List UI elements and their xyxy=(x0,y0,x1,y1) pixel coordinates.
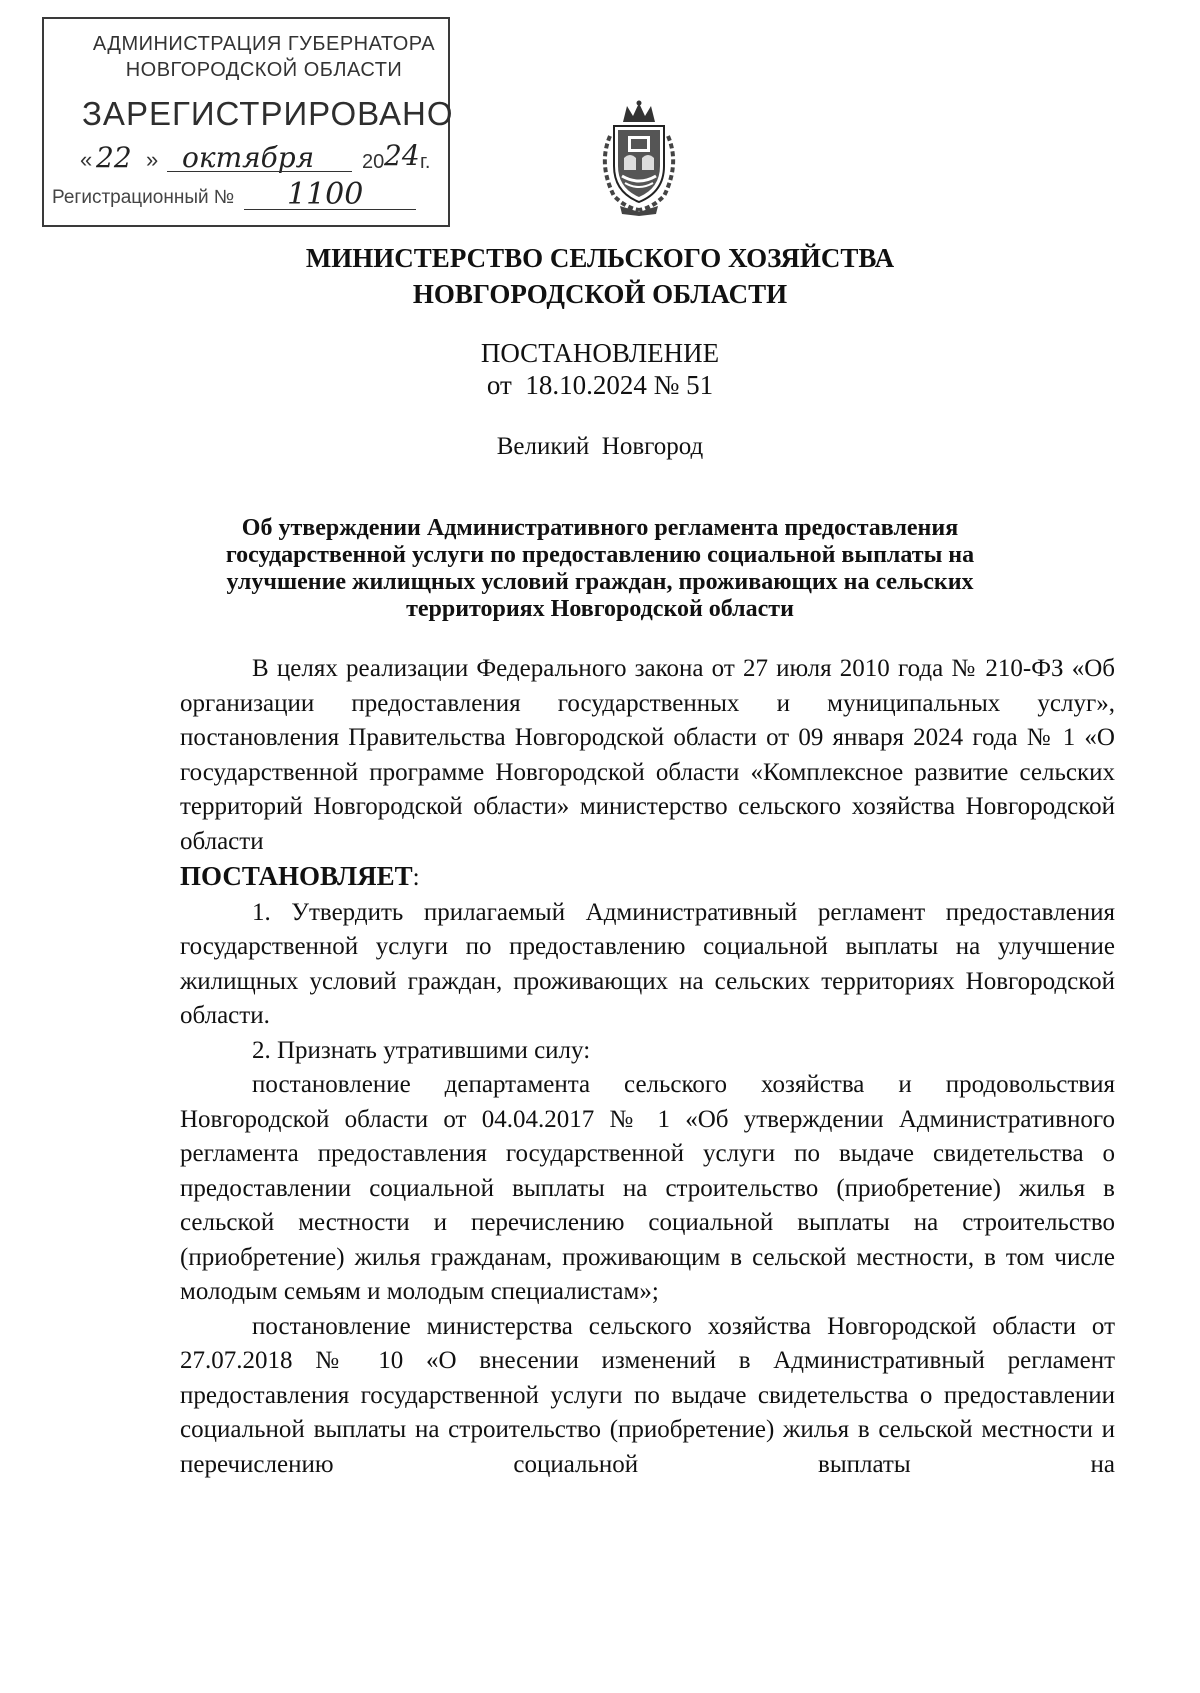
registration-stamp xyxy=(42,17,454,227)
preamble-paragraph: В целях реализации Федерального закона от 27 июля 2010 года № 210-ФЗ «Об организации предоставления государственных и муниципальных услуг», постановления Правительства Новгородской области от 09 января 2024 года № 1 «О государственной программе Новгородской области «Комплексное развитие сельских территорий Новгородской области» министерство сельского хозяйства Новгородской области xyxy=(180,655,1115,855)
stamp-year-prefix: 20 xyxy=(362,151,385,173)
title-line4: территориях Новгородской области xyxy=(406,596,794,622)
title-line2: государственной услуги по предоставлению социальной выплаты на xyxy=(225,542,975,568)
item-2-paragraph: 2. Признать утратившими силу: xyxy=(252,1036,591,1064)
ministry-line2: НОВГОРОДСКОЙ ОБЛАСТИ xyxy=(412,279,788,309)
stamp-registered-label: ЗАРЕГИСТРИРОВАНО xyxy=(82,95,454,132)
stamp-reg-number: 1100 xyxy=(287,177,364,212)
stamp-authority-line2: НОВГОРОДСКОЙ ОБЛАСТИ xyxy=(125,59,403,81)
ministry-heading xyxy=(150,240,1050,312)
doc-date-number: от 18.10.2024 № 51 xyxy=(486,370,714,400)
stamp-year-tail: г. xyxy=(420,151,431,173)
item-1-paragraph: 1. Утвердить прилагаемый Административный регламент предоставления государственной услуги по предоставлению социальной выплаты на улучшение жилищных условий граждан, проживающих на сельских территориях Новгородской области. xyxy=(180,898,1115,1029)
stamp-day: 22 xyxy=(96,141,132,174)
doc-type: ПОСТАНОВЛЕНИЕ xyxy=(480,338,720,368)
document-title xyxy=(180,515,1020,623)
ministry-line1: МИНИСТЕРСТВО СЕЛЬСКОГО ХОЗЯЙСТВА xyxy=(305,243,895,273)
title-line1: Об утверждении Административного регламента предоставления xyxy=(241,515,959,541)
decrees-line xyxy=(180,859,1115,896)
coat-of-arms-icon xyxy=(590,100,688,216)
stamp-date: « 22 » октября 20 24 г. xyxy=(80,139,431,174)
stamp-reg-number-label: Регистрационный № xyxy=(52,187,235,208)
decree-heading xyxy=(150,337,1050,401)
stamp-month: октября xyxy=(182,141,315,174)
item-2a-paragraph: постановление департамента сельского хозяйства и продовольствия Новгородской области от 04.04.2017 № 1 «Об утверждении Административного регламента предоставления государственной услуги по выдаче свидетельства о предоставлении социальной выплаты на строительство (приобретение) жилья в сельской местности и перечислению социальной выплаты на строительство (приобретение) жилья гражданам, проживающим в сельской местности, в том числе молодым семьям и молодым специалистам»; xyxy=(180,1071,1115,1305)
decrees-word: ПОСТАНОВЛЯЕТ xyxy=(180,861,413,891)
stamp-year-suffix: 24 xyxy=(384,139,420,172)
document-body xyxy=(180,652,1115,1482)
decrees-colon: : xyxy=(412,864,420,891)
item-2b-paragraph: постановление министерства сельского хозяйства Новгородской области от 27.07.2018 № 10 «О внесении изменений в Административный регламент предоставления государственной услуги по выдаче свидетельства о предоставлении социальной выплаты на строительство (приобретение) жилья в сельской местности и перечислению социальной выплаты на xyxy=(180,1312,1115,1478)
city: Великий Новгород xyxy=(496,433,704,460)
stamp-authority-line1: АДМИНИСТРАЦИЯ ГУБЕРНАТОРА xyxy=(92,33,436,55)
title-line3: улучшение жилищных условий граждан, проживающих на сельских xyxy=(226,569,974,595)
